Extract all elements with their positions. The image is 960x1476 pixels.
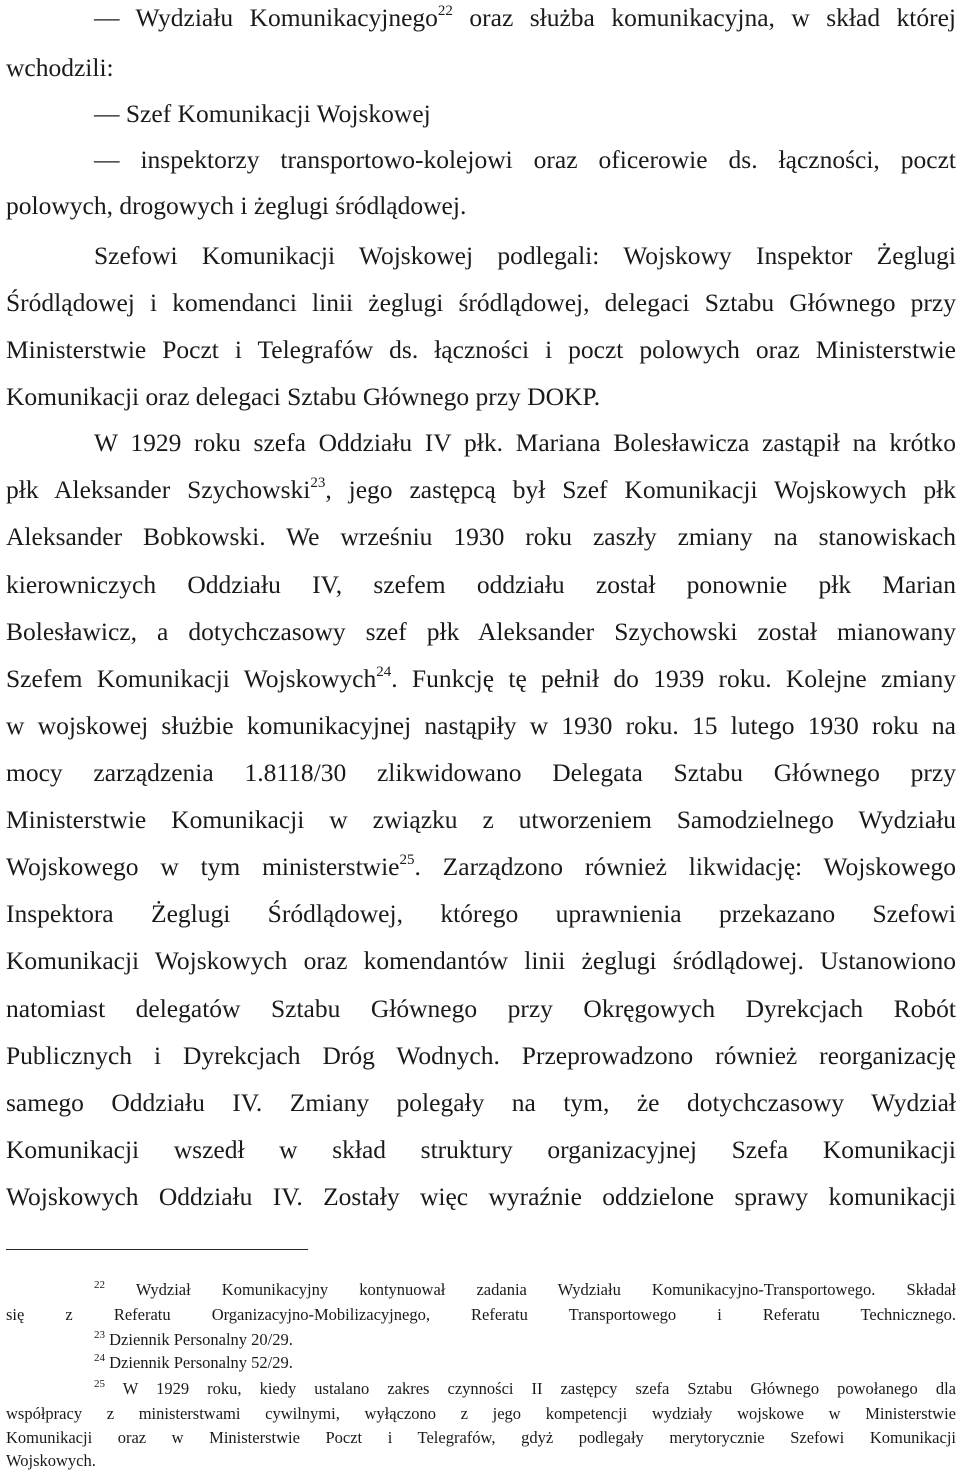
footnote-line: Komunikacji oraz w Ministerstwie Poczt i Telegrafów, gdyż podlegały merytorycznie Szefowi Komunikacji	[6, 1428, 956, 1447]
footnote-ref: 24	[376, 663, 392, 680]
body-line: wchodzili:	[6, 53, 114, 82]
body-line: Komunikacji oraz delegaci Sztabu Głównego przy DOKP.	[6, 382, 601, 411]
footnote-ref: 23	[310, 474, 326, 491]
footnote: $^{24}$ Dziennik Personalny 52/29.	[94, 1351, 293, 1372]
body-line: Komunikacji Wojskowych oraz komendantów linii żeglugi śródlądowej. Ustanowiono	[6, 946, 956, 975]
body-line: Wojskowych Oddziału IV. Zostały więc wyraźnie oddzielone sprawy komunikacji	[6, 1182, 956, 1211]
footnote-line: się z Referatu Organizacyjno-Mobilizacyjnego, Referatu Transportowego i Referatu Technicznego.	[6, 1305, 956, 1324]
body-line: Śródlądowej i komendanci linii żeglugi śródlądowej, delegaci Sztabu Głównego przy	[6, 288, 956, 317]
footnote-number: 25	[94, 1377, 105, 1390]
body-line: natomiast delegatów Sztabu Głównego przy Okręgowych Dyrekcjach Robót	[6, 994, 956, 1023]
paragraph-first-line: W 1929 roku szefa Oddziału IV płk. Mariana Bolesławicza zastąpił na krótko	[94, 428, 956, 457]
list-item: — Szef Komunikacji Wojskowej	[94, 99, 431, 128]
footnote-line: Wojskowych.	[6, 1451, 96, 1470]
footnote-ref: 25	[399, 851, 415, 868]
paragraph-first-line: Szefowi Komunikacji Wojskowej podlegali: Wojskowy Inspektor Żeglugi	[94, 241, 956, 270]
footnote-number: 24	[94, 1351, 105, 1364]
body-line: Publicznych i Dyrekcjach Dróg Wodnych. Przeprowadzono również reorganizację	[6, 1041, 956, 1070]
body-line: Aleksander Bobkowski. We wrześniu 1930 roku zaszły zmiany na stanowiskach	[6, 522, 956, 551]
body-line: Bolesławicz, a dotychczasowy szef płk Aleksander Szychowski został mianowany	[6, 617, 956, 646]
body-line: Inspektora Żeglugi Śródlądowej, którego uprawnienia przekazano Szefowi	[6, 899, 956, 928]
body-line: mocy zarządzenia 1.8118/30 zlikwidowano Delegata Sztabu Głównego przy	[6, 758, 956, 787]
footnote-ref: 22	[437, 2, 453, 19]
body-line: w wojskowej służbie komunikacyjnej nastąpiły w 1930 roku. 15 lutego 1930 roku na	[6, 711, 956, 740]
body-line: polowych, drogowych i żeglugi śródlądowej.	[6, 191, 467, 220]
body-line: samego Oddziału IV. Zmiany polegały na tym, że dotychczasowy Wydział	[6, 1088, 956, 1117]
footnote: $^{22}$ Wydział Komunikacyjny kontynuował zadania Wydziału Komunikacyjno-Transportowego. Składał	[94, 1278, 956, 1299]
body-line: Wojskowego w tym ministerstwie$^{25}$. Zarządzono również likwidację: Wojskowego	[6, 851, 956, 881]
footnote: $^{23}$ Dziennik Personalny 20/29.	[94, 1328, 293, 1349]
footnote: $^{25}$ W 1929 roku, kiedy ustalano zakres czynności II zastępcy szefa Sztabu Głównego powołanego dla	[94, 1377, 957, 1398]
footnote-line: współpracy z ministerstwami cywilnymi, wyłączono z jego kompetencji wydziały wojskowe w Ministerstwie	[6, 1404, 956, 1423]
body-line: Ministerstwie Poczt i Telegrafów ds. łączności i poczt polowych oraz Ministerstwie	[6, 335, 956, 364]
body-line: Komunikacji wszedł w skład struktury organizacyjnej Szefa Komunikacji	[6, 1135, 956, 1164]
footnote-number: 23	[94, 1328, 105, 1341]
list-item: — inspektorzy transportowo-kolejowi oraz oficerowie ds. łączności, poczt	[94, 145, 956, 174]
body-line: — Wydziału Komunikacyjnego$^{22}$ oraz służba komunikacyjna, w skład której	[94, 2, 957, 32]
body-line: Ministerstwie Komunikacji w związku z utworzeniem Samodzielnego Wydziału	[6, 805, 956, 834]
body-line: Szefem Komunikacji Wojskowych$^{24}$. Funkcję tę pełnił do 1939 roku. Kolejne zmiany	[6, 663, 956, 693]
footnote-separator	[6, 1249, 308, 1250]
body-line: płk Aleksander Szychowski$^{23}$, jego zastępcą był Szef Komunikacji Wojskowych płk	[6, 474, 956, 504]
body-line: kierowniczych Oddziału IV, szefem oddziału został ponownie płk Marian	[6, 570, 956, 599]
footnote-number: 22	[94, 1278, 105, 1291]
